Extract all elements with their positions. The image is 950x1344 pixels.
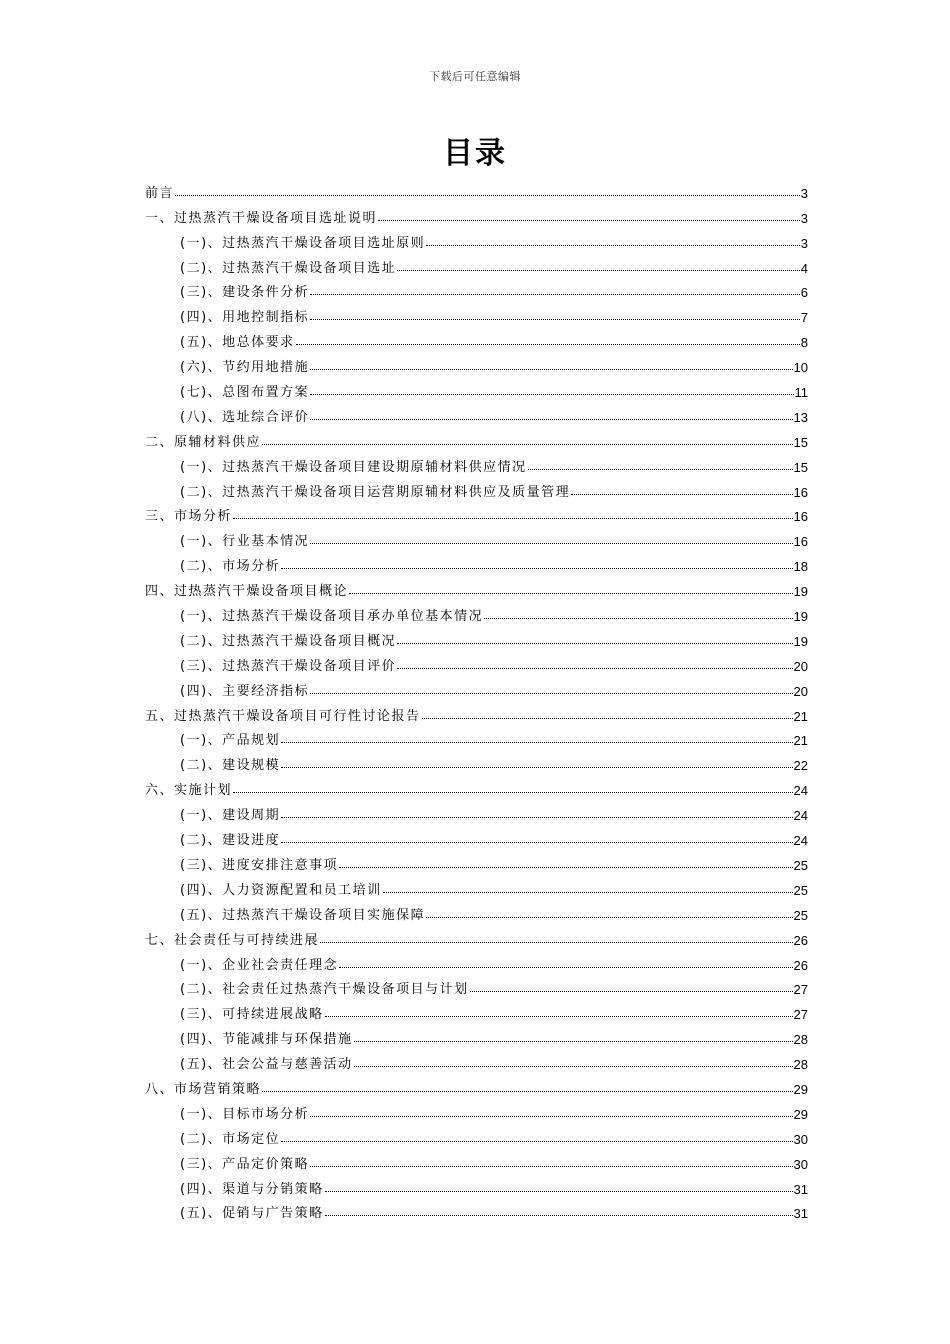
toc-leader-dots: [310, 693, 792, 694]
toc-entry[interactable]: [145, 724, 808, 749]
toc-entry[interactable]: [145, 1047, 808, 1072]
toc-entry-label: (二)、建设规模: [180, 758, 281, 774]
toc-entry-page: 31: [793, 1206, 808, 1222]
toc-leader-dots: [281, 767, 792, 768]
toc-entry[interactable]: [145, 524, 808, 549]
toc-entry[interactable]: [145, 624, 808, 649]
toc-entry-label: 五、过热蒸汽干燥设备项目可行性讨论报告: [145, 708, 421, 724]
toc-leader-dots: [310, 394, 793, 395]
toc-entry-page: 30: [793, 1156, 808, 1172]
toc-entry[interactable]: [145, 350, 808, 375]
toc-leader-dots: [383, 892, 793, 893]
toc-entry-page: 24: [793, 833, 808, 849]
toc-leader-dots: [281, 842, 792, 843]
toc-entry[interactable]: [145, 425, 808, 450]
toc-entry[interactable]: [145, 773, 808, 798]
toc-leader-dots: [325, 1191, 793, 1192]
toc-entry-label: (四)、用地控制指标: [180, 310, 310, 326]
toc-entry-label: (二)、过热蒸汽干燥设备项目选址: [180, 260, 397, 276]
toc-leader-dots: [310, 319, 800, 320]
toc-entry[interactable]: [145, 176, 808, 201]
toc-entry[interactable]: [145, 1197, 808, 1222]
toc-leader-dots: [262, 444, 793, 445]
toc-entry-page: 3: [800, 210, 808, 226]
toc-leader-dots: [281, 568, 792, 569]
toc-entry[interactable]: [145, 848, 808, 873]
toc-entry-page: 24: [793, 783, 808, 799]
toc-entry-page: 3: [800, 185, 808, 201]
toc-entry[interactable]: [145, 923, 808, 948]
toc-leader-dots: [426, 917, 792, 918]
toc-entry[interactable]: [145, 574, 808, 599]
toc-entry-page: 21: [793, 733, 808, 749]
toc-entry[interactable]: [145, 201, 808, 226]
toc-entry-page: 27: [793, 982, 808, 998]
toc-entry-label: (一)、行业基本情况: [180, 534, 310, 550]
toc-entry-label: (二)、建设进度: [180, 833, 281, 849]
toc-leader-dots: [325, 1215, 793, 1216]
toc-entry-label: (六)、节约用地措施: [180, 360, 310, 376]
toc-leader-dots: [310, 369, 792, 370]
toc-entry-page: 18: [793, 559, 808, 575]
toc-entry[interactable]: [145, 325, 808, 350]
toc-entry[interactable]: [145, 1097, 808, 1122]
toc-entry[interactable]: [145, 1122, 808, 1147]
toc-entry-page: 19: [793, 609, 808, 625]
toc-leader-dots: [378, 220, 800, 221]
toc-entry-label: (四)、主要经济指标: [180, 683, 310, 699]
toc-entry-label: (八)、选址综合评价: [180, 409, 310, 425]
toc-entry-page: 13: [793, 409, 808, 425]
table-of-contents: [145, 176, 808, 1221]
toc-entry-page: 16: [793, 509, 808, 525]
toc-entry-page: 28: [793, 1032, 808, 1048]
toc-entry-label: (七)、总图布置方案: [180, 385, 310, 401]
toc-leader-dots: [426, 245, 800, 246]
toc-entry[interactable]: [145, 699, 808, 724]
toc-entry-label: 一、过热蒸汽干燥设备项目选址说明: [145, 210, 378, 226]
toc-entry[interactable]: [145, 997, 808, 1022]
toc-leader-dots: [528, 469, 793, 470]
toc-leader-dots: [325, 1016, 793, 1017]
toc-entry-label: (一)、过热蒸汽干燥设备项目建设期原辅材料供应情况: [180, 459, 527, 475]
toc-entry[interactable]: [145, 873, 808, 898]
toc-leader-dots: [339, 967, 792, 968]
toc-entry[interactable]: [145, 823, 808, 848]
toc-entry-page: 8: [800, 335, 808, 351]
toc-leader-dots: [310, 543, 792, 544]
toc-entry-label: (三)、产品定价策略: [180, 1156, 310, 1172]
toc-entry-page: 20: [793, 683, 808, 699]
toc-entry-label: (三)、过热蒸汽干燥设备项目评价: [180, 658, 397, 674]
toc-entry-label: (一)、过热蒸汽干燥设备项目承办单位基本情况: [180, 609, 484, 625]
toc-entry-page: 22: [793, 758, 808, 774]
toc-entry[interactable]: [145, 973, 808, 998]
toc-entry-label: (二)、社会责任过热蒸汽干燥设备项目与计划: [180, 982, 469, 998]
toc-entry-page: 31: [793, 1181, 808, 1197]
toc-entry-label: (五)、促销与广告策略: [180, 1206, 324, 1222]
toc-leader-dots: [470, 991, 793, 992]
toc-entry-label: (五)、地总体要求: [180, 335, 295, 351]
toc-leader-dots: [281, 1141, 792, 1142]
toc-entry[interactable]: [145, 674, 808, 699]
toc-entry-label: (二)、过热蒸汽干燥设备项目概况: [180, 633, 397, 649]
toc-entry-page: 21: [793, 708, 808, 724]
toc-entry-page: 11: [794, 385, 808, 401]
toc-leader-dots: [281, 742, 792, 743]
page-header: 下载后可任意编辑: [429, 70, 521, 83]
toc-leader-dots: [422, 718, 793, 719]
toc-leader-dots: [571, 494, 792, 495]
toc-entry-page: 19: [793, 584, 808, 600]
toc-entry-label: 七、社会责任与可持续进展: [145, 932, 320, 948]
toc-entry-label: (一)、建设周期: [180, 808, 281, 824]
toc-entry-label: (一)、产品规划: [180, 733, 281, 749]
toc-entry-label: 三、市场分析: [145, 509, 233, 525]
toc-entry-label: (三)、进度安排注意事项: [180, 857, 339, 873]
toc-entry-label: 前言: [145, 185, 175, 201]
toc-leader-dots: [354, 1066, 793, 1067]
toc-leader-dots: [339, 867, 792, 868]
toc-entry-page: 16: [793, 534, 808, 550]
toc-entry[interactable]: [145, 300, 808, 325]
toc-leader-dots: [397, 643, 792, 644]
toc-entry-page: 30: [793, 1131, 808, 1147]
toc-entry-page: 15: [793, 434, 808, 450]
toc-entry[interactable]: [145, 549, 808, 574]
toc-leader-dots: [310, 294, 800, 295]
toc-entry-label: (二)、市场定位: [180, 1131, 281, 1147]
toc-leader-dots: [296, 344, 800, 345]
toc-entry[interactable]: [145, 898, 808, 923]
toc-entry-page: 6: [800, 285, 808, 301]
toc-entry[interactable]: [145, 1172, 808, 1197]
toc-entry-label: 四、过热蒸汽干燥设备项目概论: [145, 584, 349, 600]
toc-leader-dots: [349, 593, 793, 594]
toc-entry-page: 4: [800, 260, 808, 276]
toc-entry[interactable]: [145, 450, 808, 475]
toc-entry-page: 26: [793, 932, 808, 948]
toc-entry[interactable]: [145, 1147, 808, 1172]
toc-entry-page: 29: [793, 1106, 808, 1122]
toc-entry[interactable]: [145, 1022, 808, 1047]
toc-entry-page: 29: [793, 1081, 808, 1097]
toc-entry-page: 25: [793, 857, 808, 873]
toc-entry[interactable]: [145, 251, 808, 276]
toc-entry-label: (二)、过热蒸汽干燥设备项目运营期原辅材料供应及质量管理: [180, 484, 571, 500]
toc-entry-page: 3: [800, 235, 808, 251]
toc-entry-page: 20: [793, 658, 808, 674]
toc-entry[interactable]: [145, 1072, 808, 1097]
toc-entry[interactable]: [145, 500, 808, 525]
toc-entry[interactable]: [145, 798, 808, 823]
toc-entry[interactable]: [145, 400, 808, 425]
toc-entry-label: (一)、目标市场分析: [180, 1106, 310, 1122]
toc-entry[interactable]: [145, 475, 808, 500]
toc-leader-dots: [310, 419, 792, 420]
toc-leader-dots: [484, 618, 792, 619]
toc-entry-page: 19: [793, 633, 808, 649]
toc-entry[interactable]: [145, 226, 808, 251]
toc-entry[interactable]: [145, 599, 808, 624]
toc-entry[interactable]: [145, 276, 808, 301]
toc-entry-label: (四)、渠道与分销策略: [180, 1181, 324, 1197]
toc-leader-dots: [397, 270, 800, 271]
toc-entry-page: 28: [793, 1057, 808, 1073]
toc-entry-label: (一)、企业社会责任理念: [180, 957, 339, 973]
toc-entry-label: 八、市场营销策略: [145, 1081, 262, 1097]
toc-entry-page: 26: [793, 957, 808, 973]
toc-entry-page: 15: [793, 459, 808, 475]
toc-entry-page: 25: [793, 882, 808, 898]
toc-entry[interactable]: [145, 649, 808, 674]
toc-entry-page: 24: [793, 808, 808, 824]
toc-entry-label: (三)、建设条件分析: [180, 285, 310, 301]
toc-entry-label: (五)、社会公益与慈善活动: [180, 1057, 353, 1073]
toc-entry-label: (三)、可持续进展战略: [180, 1007, 324, 1023]
page-title: 目录: [443, 136, 507, 171]
toc-leader-dots: [354, 1041, 793, 1042]
toc-entry-page: 7: [800, 310, 808, 326]
toc-leader-dots: [397, 668, 792, 669]
toc-entry-label: 二、原辅材料供应: [145, 434, 262, 450]
toc-leader-dots: [262, 1091, 793, 1092]
toc-leader-dots: [310, 1116, 792, 1117]
toc-leader-dots: [281, 817, 792, 818]
toc-leader-dots: [320, 942, 793, 943]
toc-leader-dots: [233, 518, 793, 519]
toc-entry-label: (四)、人力资源配置和员工培训: [180, 882, 382, 898]
toc-entry-page: 10: [793, 360, 808, 376]
toc-entry-label: (四)、节能减排与环保措施: [180, 1032, 353, 1048]
toc-entry[interactable]: [145, 375, 808, 400]
toc-entry-label: 六、实施计划: [145, 783, 233, 799]
toc-entry-page: 27: [793, 1007, 808, 1023]
toc-leader-dots: [233, 792, 793, 793]
toc-leader-dots: [310, 1166, 792, 1167]
toc-leader-dots: [175, 195, 800, 196]
toc-entry-label: (一)、过热蒸汽干燥设备项目选址原则: [180, 235, 426, 251]
toc-entry-page: 25: [793, 907, 808, 923]
toc-entry[interactable]: [145, 748, 808, 773]
toc-entry-label: (五)、过热蒸汽干燥设备项目实施保障: [180, 907, 426, 923]
toc-entry-label: (二)、市场分析: [180, 559, 281, 575]
toc-entry-page: 16: [793, 484, 808, 500]
toc-entry[interactable]: [145, 948, 808, 973]
